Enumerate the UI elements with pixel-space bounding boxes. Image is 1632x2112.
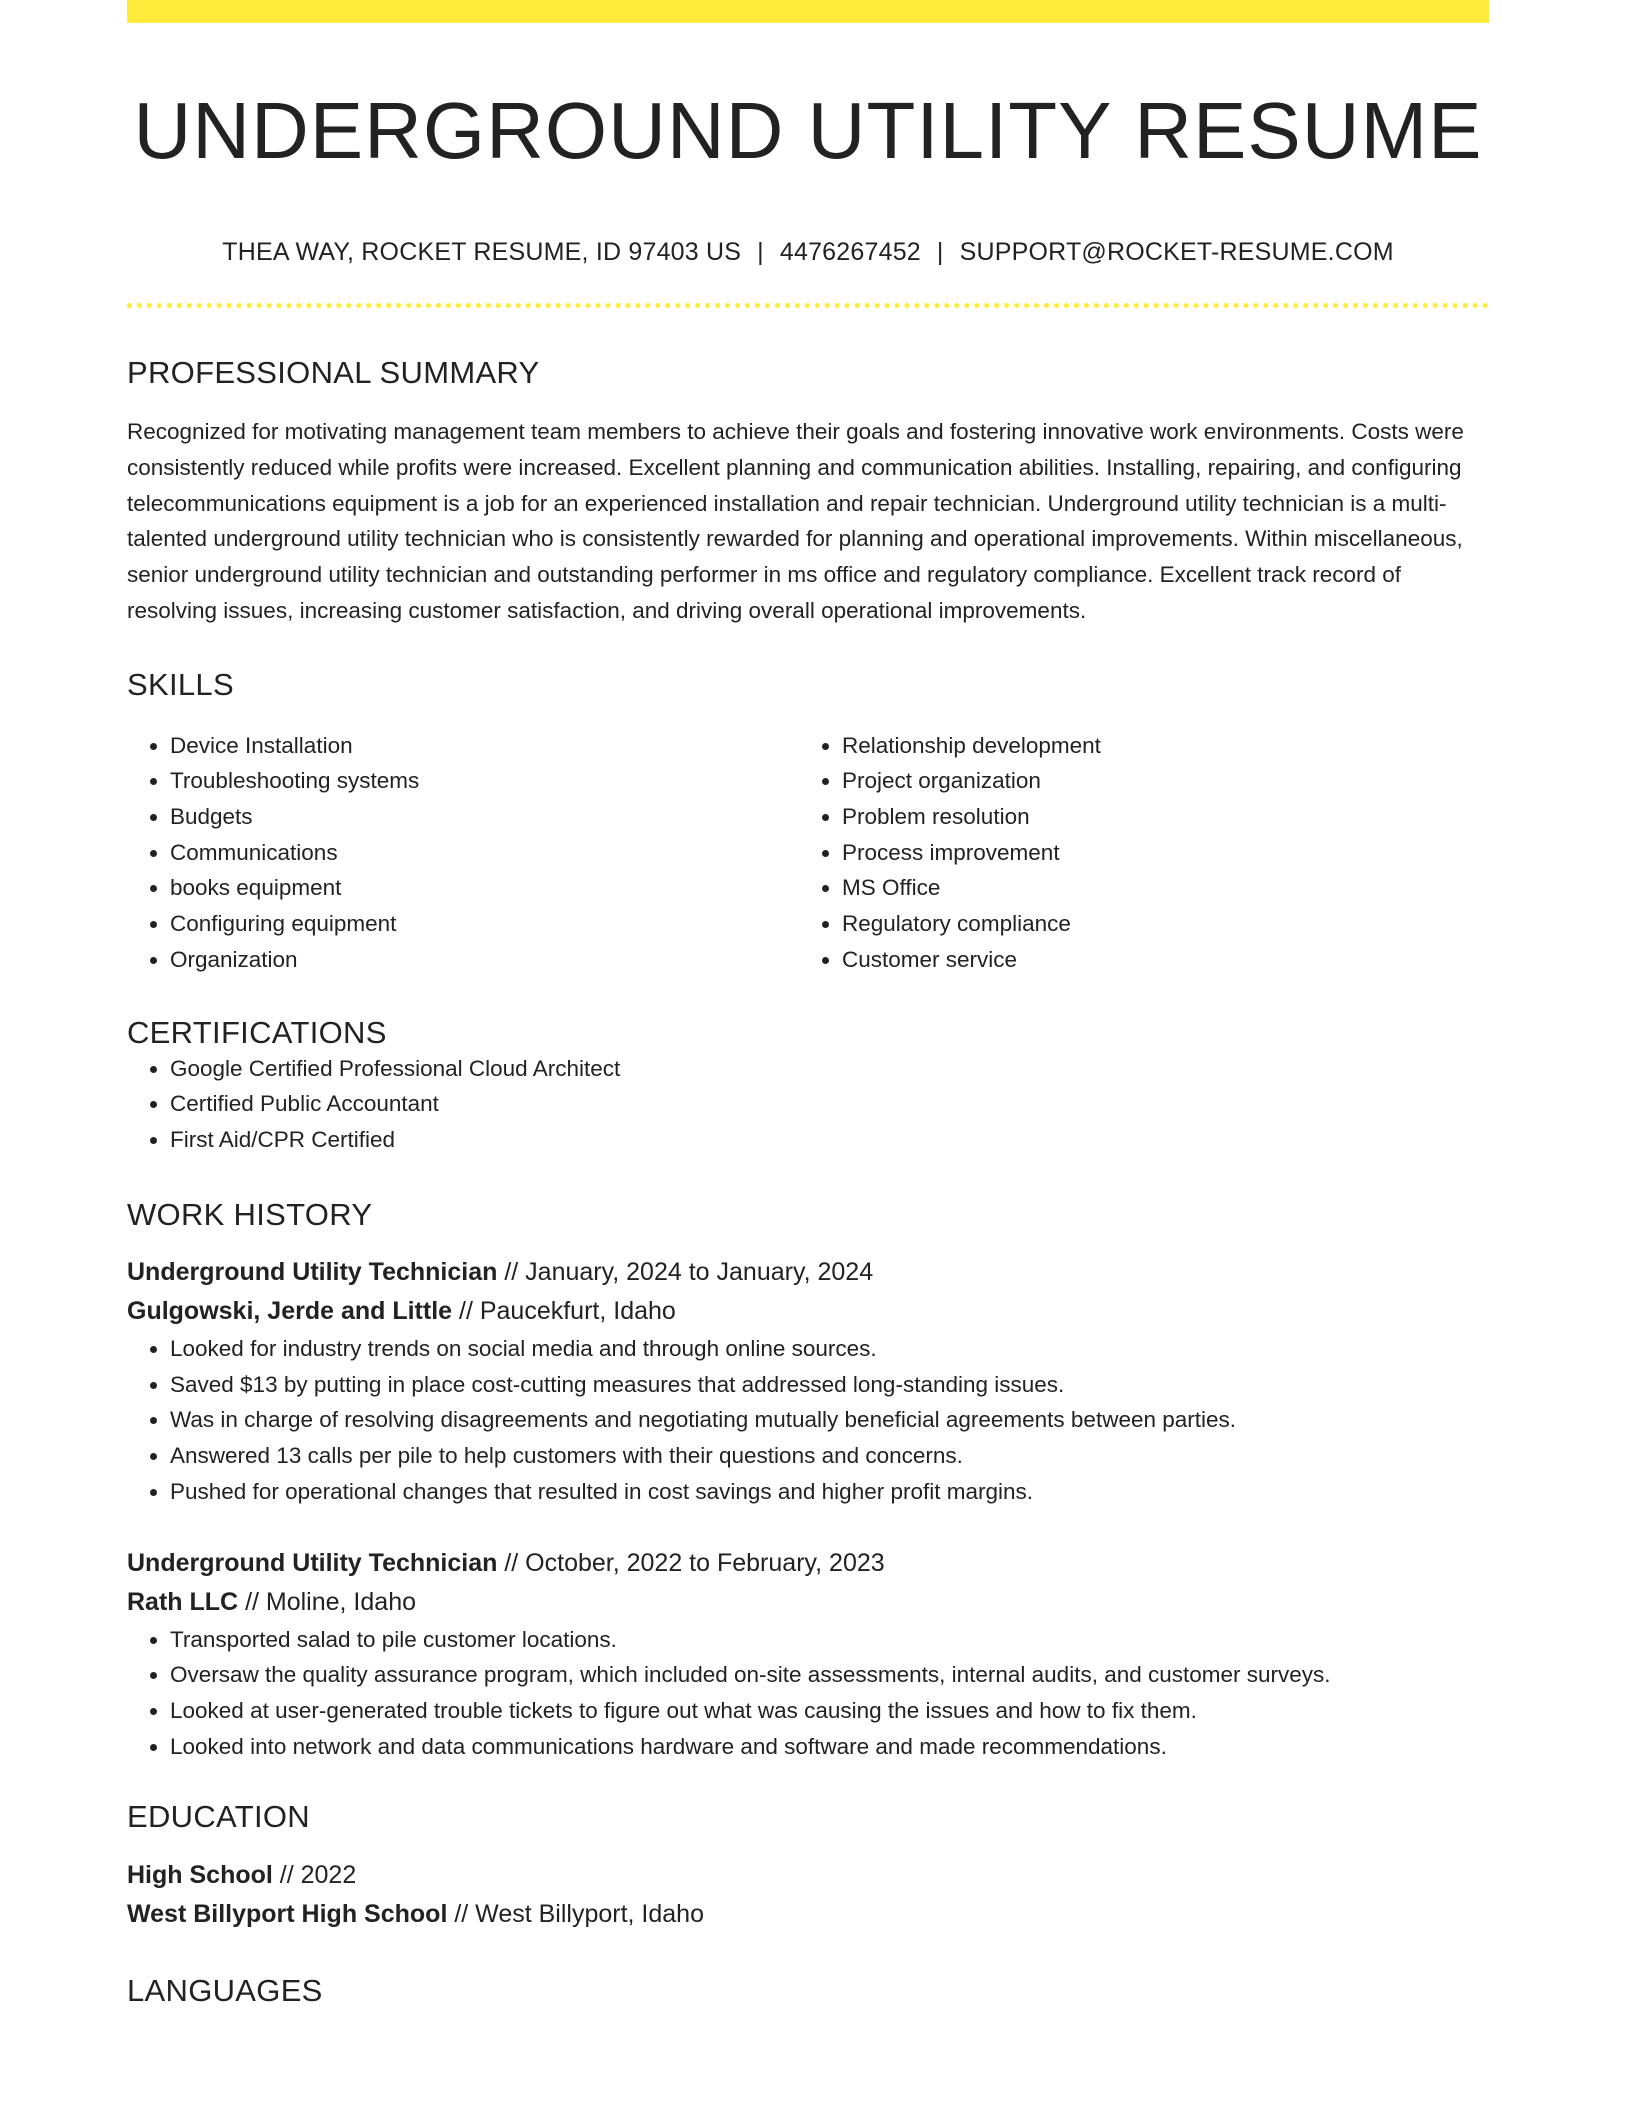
skills-list-left xyxy=(127,728,799,978)
certifications-heading: CERTIFICATIONS xyxy=(127,1014,387,1050)
job-title-line xyxy=(127,1544,1489,1583)
skills-grid xyxy=(127,728,1489,978)
summary-text: Recognized for motivating management team members to achieve their goals and fostering innovative work environments. Costs were consistently reduced while profits were increased. Excellent planning and communication abilities. Installing, repairing, and configuring telecommunications equipment is a job for an experienced installation and repair technician. Underground utility technician is a multi-talented underground utility technician who is consistently rewarded for planning and operational improvements. Within miscellaneous, senior underground utility technician and outstanding performer in ms office and regulatory compliance. Excellent track record of resolving issues, increasing customer satisfaction, and driving overall operational improvements. xyxy=(127,419,1464,623)
education-location: // West Billyport, Idaho xyxy=(454,1899,704,1928)
contact-email: SUPPORT@ROCKET-RESUME.COM xyxy=(959,238,1394,266)
resume-page xyxy=(127,0,1489,2009)
job-company-line xyxy=(127,1583,1489,1622)
skill-item: • Relationship development xyxy=(842,728,1471,764)
job-dates: // October, 2022 to February, 2023 xyxy=(504,1548,885,1577)
education-heading: EDUCATION xyxy=(127,1799,310,1835)
job-duty-item: • Looked for industry trends on social media and through online sources. xyxy=(170,1331,1489,1367)
dotted-divider xyxy=(127,303,1489,308)
job-company: Gulgowski, Jerde and Little xyxy=(127,1297,453,1325)
job-duty-item: • Saved $13 by putting in place cost-cutting measures that addressed long-standing issues. xyxy=(170,1367,1489,1403)
job-duty-item: • Pushed for operational changes that resulted in cost savings and higher profit margins. xyxy=(170,1474,1489,1510)
education-year: // 2022 xyxy=(279,1860,357,1889)
job-company: Rath LLC xyxy=(127,1587,239,1616)
job-duties-list xyxy=(127,1622,1489,1765)
work-history-heading: WORK HISTORY xyxy=(127,1196,373,1232)
education-school-line xyxy=(127,1895,1489,1934)
resume-title: UNDERGROUND UTILITY RESUME xyxy=(133,86,1483,175)
skill-item: • Process improvement xyxy=(842,835,1471,871)
job-location: // Moline, Idaho xyxy=(245,1587,416,1616)
skill-item: • books equipment xyxy=(170,870,799,906)
certification-item: • First Aid/CPR Certified xyxy=(170,1122,1489,1158)
job-company-line xyxy=(127,1292,1489,1331)
job-title: Underground Utility Technician xyxy=(127,1258,498,1286)
skills-column-left xyxy=(127,728,799,978)
languages-heading: LANGUAGES xyxy=(127,1972,323,2008)
skill-item: • Organization xyxy=(170,942,799,978)
skill-item: • MS Office xyxy=(842,870,1471,906)
education-degree-line xyxy=(127,1856,1489,1895)
skill-item: • Budgets xyxy=(170,799,799,835)
education-degree: High School xyxy=(127,1860,273,1889)
contact-line xyxy=(127,237,1489,267)
education-school: West Billyport High School xyxy=(127,1899,448,1928)
skill-item: • Regulatory compliance xyxy=(842,906,1471,942)
top-accent-bar xyxy=(127,0,1489,23)
skill-item: • Communications xyxy=(170,835,799,871)
skills-column-right xyxy=(799,728,1471,978)
job-dates: // January, 2024 to January, 2024 xyxy=(504,1258,874,1286)
skill-item: • Troubleshooting systems xyxy=(170,763,799,799)
job-duty-item: • Looked into network and data communications hardware and software and made recommendations. xyxy=(170,1729,1489,1765)
job-duty-item: • Looked at user-generated trouble tickets to figure out what was causing the issues and how to fix them. xyxy=(170,1693,1489,1729)
contact-phone: 4476267452 xyxy=(779,238,921,266)
skill-item: • Project organization xyxy=(842,763,1471,799)
summary-heading: PROFESSIONAL SUMMARY xyxy=(127,355,540,390)
skill-item: • Configuring equipment xyxy=(170,906,799,942)
skill-item: • Problem resolution xyxy=(842,799,1471,835)
contact-separator: | xyxy=(936,238,944,266)
skills-heading: SKILLS xyxy=(127,667,234,703)
skill-item: • Customer service xyxy=(842,942,1471,978)
job-title: Underground Utility Technician xyxy=(127,1548,498,1577)
certifications-list xyxy=(127,1051,1489,1158)
contact-separator: | xyxy=(757,238,764,266)
certification-item: • Certified Public Accountant xyxy=(170,1086,1489,1122)
skills-list-right xyxy=(799,728,1471,978)
contact-address: THEA WAY, ROCKET RESUME, ID 97403 US xyxy=(222,238,742,266)
job-duty-item: • Transported salad to pile customer locations. xyxy=(170,1622,1489,1658)
job-duty-item: • Oversaw the quality assurance program, which included on-site assessments, internal audits, and customer surveys. xyxy=(170,1657,1489,1693)
skill-item: • Device Installation xyxy=(170,728,799,764)
job-location: // Paucekfurt, Idaho xyxy=(459,1297,676,1325)
job-duty-item: • Answered 13 calls per pile to help customers with their questions and concerns. xyxy=(170,1438,1489,1474)
job-duty-item: • Was in charge of resolving disagreements and negotiating mutually beneficial agreements between parties. xyxy=(170,1402,1489,1438)
certification-item: • Google Certified Professional Cloud Architect xyxy=(170,1051,1489,1087)
job-title-line xyxy=(127,1253,1489,1292)
job-duties-list xyxy=(127,1331,1489,1510)
